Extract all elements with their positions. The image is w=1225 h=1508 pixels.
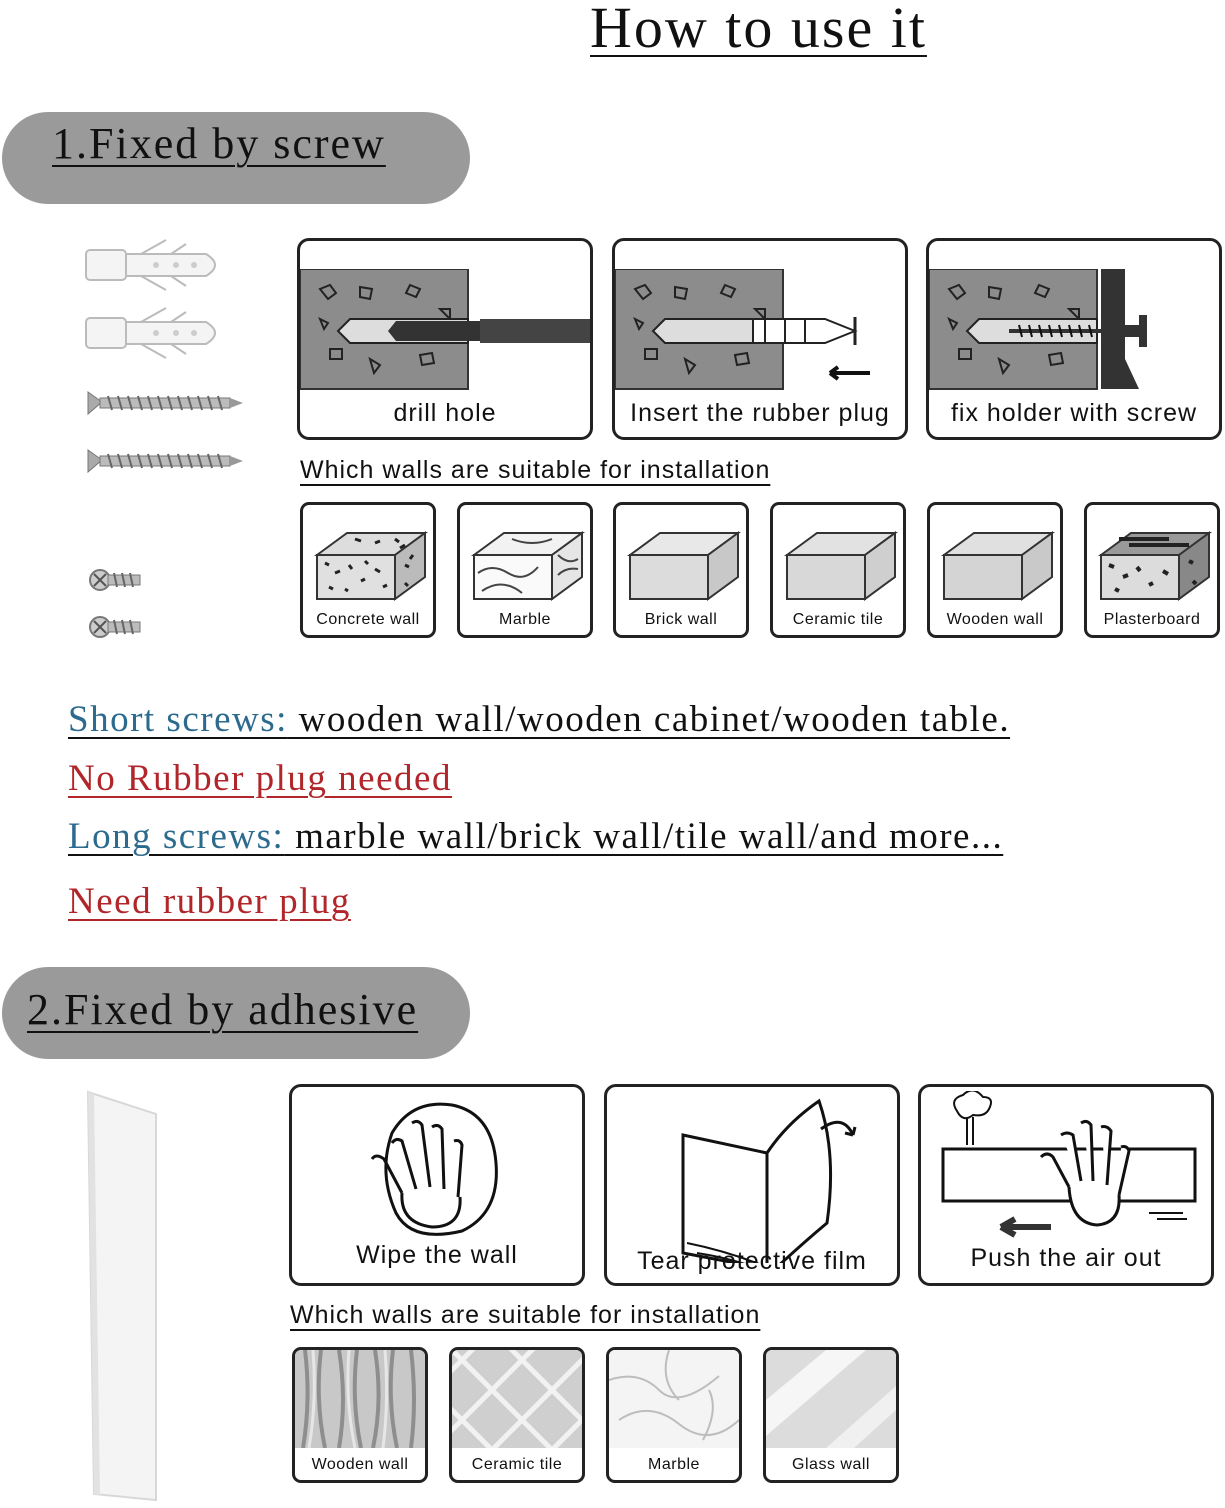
wall-label: Ceramic tile xyxy=(471,1456,563,1473)
short-screws-label: Short screws: xyxy=(68,699,288,740)
brick-block-icon xyxy=(618,525,748,615)
wall-card-brick xyxy=(613,502,749,638)
wall-card-plasterboard xyxy=(1084,502,1220,638)
step-label: Wipe the wall xyxy=(356,1241,518,1269)
wall-label: Glass wall xyxy=(792,1456,870,1473)
rubber-plug-icon xyxy=(86,240,215,290)
adhesive-strip-icon xyxy=(84,1088,164,1508)
wall-label: Marble xyxy=(499,611,551,628)
wipe-hand-icon xyxy=(292,1093,584,1243)
concrete-block-icon xyxy=(305,525,435,615)
ceramic-block-icon xyxy=(775,525,905,615)
wall-label: Wooden wall xyxy=(311,1456,409,1473)
step-card-fix-screw xyxy=(926,238,1222,440)
step-label: Tear protective film xyxy=(637,1247,867,1275)
wood-block-icon xyxy=(932,525,1062,615)
long-screws-note xyxy=(68,815,1003,858)
step-label: Insert the rubber plug xyxy=(630,399,890,427)
push-hand-icon xyxy=(921,1091,1213,1241)
short-screws-text: wooden wall/wooden cabinet/wooden table. xyxy=(287,699,1011,740)
wall-label: Brick wall xyxy=(644,611,718,628)
wood-texture-icon xyxy=(295,1350,425,1448)
step-label: Push the air out xyxy=(970,1244,1162,1272)
page-title: How to use it xyxy=(590,0,927,60)
wall-card-wooden xyxy=(927,502,1063,638)
peel-film-icon xyxy=(607,1093,899,1263)
step-card-drill xyxy=(297,238,593,440)
step-label: drill hole xyxy=(393,399,497,427)
marble-block-icon xyxy=(462,525,592,615)
wall-card-wood-texture xyxy=(292,1347,428,1483)
wall-card-tile-texture xyxy=(449,1347,585,1483)
tile-texture-icon xyxy=(452,1350,582,1448)
wall-card-marble xyxy=(457,502,593,638)
step-card-push-air xyxy=(918,1084,1214,1286)
short-screws-plug-note: No Rubber plug needed xyxy=(68,758,452,799)
wall-card-concrete xyxy=(300,502,436,638)
long-screws-label: Long screws: xyxy=(68,816,285,857)
wall-label: Ceramic tile xyxy=(792,611,884,628)
screw-section-heading: 1.Fixed by screw xyxy=(52,119,386,168)
short-screws-note xyxy=(68,698,1010,741)
hardware-list xyxy=(80,230,250,650)
step-card-tear-film xyxy=(604,1084,900,1286)
adhesive-section-heading: 2.Fixed by adhesive xyxy=(27,985,419,1034)
step-card-insert-plug xyxy=(612,238,908,440)
wall-label: Concrete wall xyxy=(316,611,420,628)
long-screw-icon xyxy=(88,392,243,414)
wall-card-ceramic xyxy=(770,502,906,638)
short-screw-icon xyxy=(90,570,140,590)
long-screw-icon xyxy=(88,450,243,472)
wall-label: Wooden wall xyxy=(946,611,1044,628)
plasterboard-block-icon xyxy=(1089,525,1219,615)
step-card-wipe xyxy=(289,1084,585,1286)
wall-card-glass-texture xyxy=(763,1347,899,1483)
wall-label: Plasterboard xyxy=(1103,611,1201,628)
marble-texture-icon xyxy=(609,1350,739,1448)
rubber-plug-icon xyxy=(86,308,215,358)
long-screws-plug-note: Need rubber plug xyxy=(68,881,351,922)
wall-label: Marble xyxy=(648,1456,700,1473)
short-screw-icon xyxy=(90,617,140,637)
screw-walls-heading: Which walls are suitable for installation xyxy=(300,456,771,484)
long-screws-text: marble wall/brick wall/tile wall/and more... xyxy=(284,816,1004,857)
wall-card-marble-texture xyxy=(606,1347,742,1483)
step-label: fix holder with screw xyxy=(950,399,1198,427)
adhesive-walls-heading: Which walls are suitable for installation xyxy=(290,1301,761,1329)
glass-texture-icon xyxy=(766,1350,896,1448)
